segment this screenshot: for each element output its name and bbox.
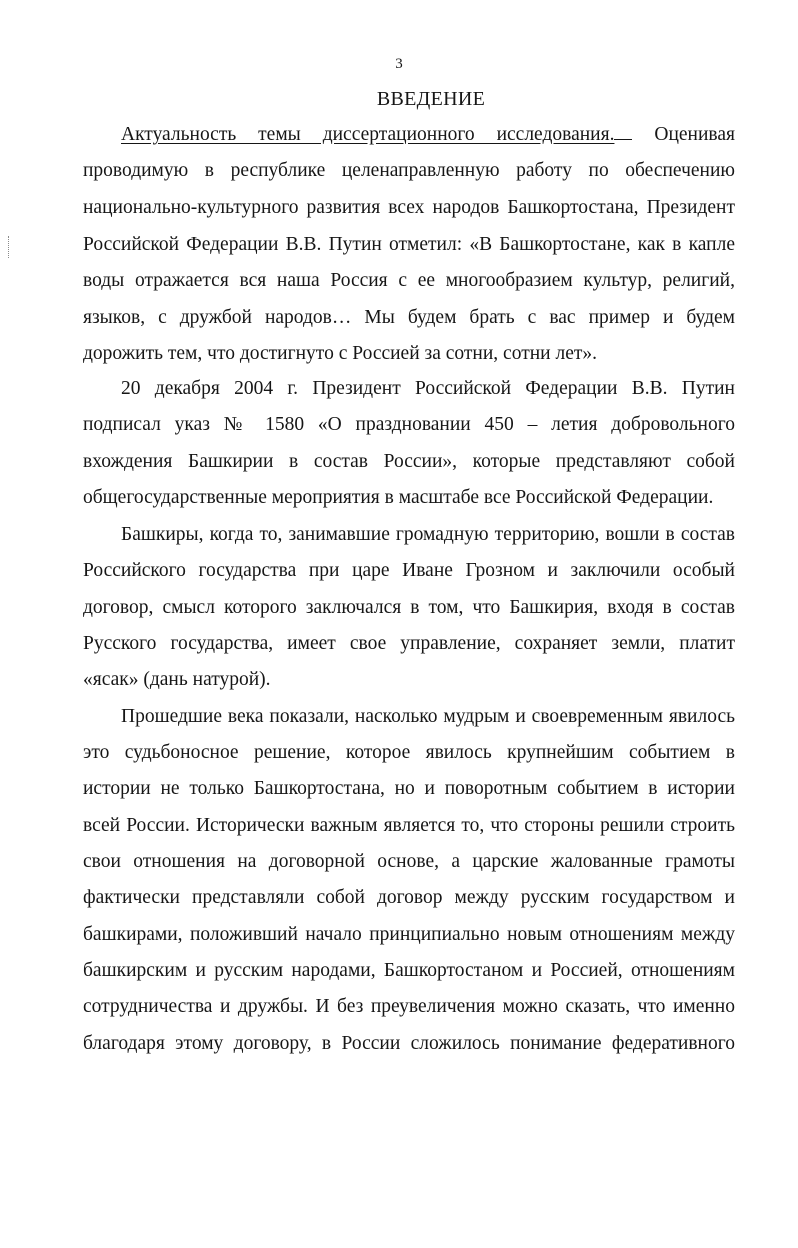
page-title: ВВЕДЕНИЕ	[376, 88, 486, 110]
paragraph-line: Российского государства при царе Иване Грозном и заключили особый	[83, 560, 735, 581]
paragraph-line: Российской Федерации В.В. Путин отметил: «В Башкортостане, как в капле	[83, 234, 735, 255]
paragraph-line: благодаря этому договору, в России сложилось понимание федеративного	[83, 1033, 735, 1054]
paragraph-line: Русского государства, имеет свое управление, сохраняет земли, платит	[83, 633, 735, 654]
paragraph-line-text: Оценивая	[654, 124, 735, 145]
section-lead-underlined: Актуальность темы диссертационного исследования.	[121, 124, 615, 145]
paragraph-line: вхождения Башкирии в состав России», которые представляют собой	[83, 451, 735, 472]
paragraph-line: истории не только Башкортостана, но и поворотным событием в истории	[83, 778, 735, 799]
paragraph-line: всей России. Исторически важным является то, что стороны решили строить	[83, 815, 735, 836]
paragraph-1-line-1	[121, 121, 735, 148]
paragraph-line: 20 декабря 2004 г. Президент Российской Федерации В.В. Путин	[121, 378, 735, 399]
paragraph-line: свои отношения на договорной основе, а царские жалованные грамоты	[83, 851, 735, 872]
paragraph-line: это судьбоносное решение, которое явилось крупнейшим событием в	[83, 742, 735, 763]
paragraph-line: национально-культурного развития всех народов Башкортостана, Президент	[83, 197, 735, 218]
paragraph-line: башкирским и русским народами, Башкортостаном и Россией, отношениям	[83, 960, 735, 981]
paragraph-line: Башкиры, когда то, занимавшие громадную территорию, вошли в состав	[121, 524, 735, 545]
paragraph-line: сотрудничества и дружбы. И без преувеличения можно сказать, что именно	[83, 996, 735, 1017]
paragraph-line: фактически представляли собой договор между русским государством и	[83, 887, 735, 908]
paragraph-line: языков, с дружбой народов… Мы будем брать с вас пример и будем	[83, 307, 735, 328]
paragraph-line: договор, смысл которого заключался в том, что Башкирия, входя в состав	[83, 597, 735, 618]
paragraph-line: дорожить тем, что достигнуто с Россией за сотни, сотни лет».	[83, 343, 597, 364]
paragraph-line: «ясак» (дань натурой).	[83, 669, 271, 690]
margin-scan-mark	[8, 236, 10, 258]
page-number: 3	[395, 56, 403, 72]
paragraph-line: воды отражается вся наша Россия с ее многообразием культур, религий,	[83, 270, 735, 291]
underline-gap	[614, 121, 632, 140]
paragraph-line: общегосударственные мероприятия в масштабе все Российской Федерации.	[83, 487, 714, 508]
paragraph-line: башкирами, положивший начало принципиально новым отношениям между	[83, 924, 735, 945]
paragraph-line: подписал указ № 1580 «О праздновании 450 – летия добровольного	[83, 414, 735, 435]
paragraph-line: проводимую в республике целенаправленную работу по обеспечению	[83, 160, 735, 181]
paragraph-line: Прошедшие века показали, насколько мудрым и своевременным явилось	[121, 706, 735, 727]
